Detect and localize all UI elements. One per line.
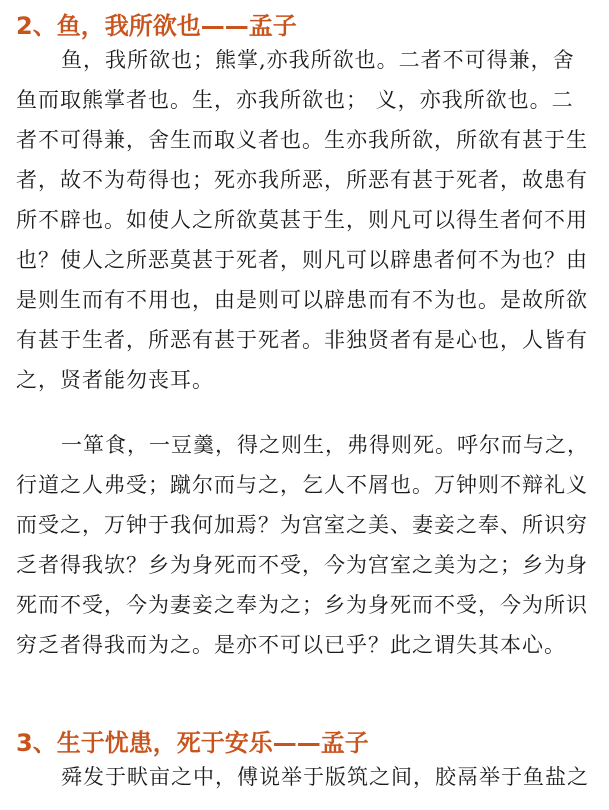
section-3-title: 生于忧患，死于安乐——孟子: [56, 729, 369, 757]
text-line: 乏者得我欤？乡为身死而不受，今为宫室之美为之；乡为身: [16, 553, 588, 577]
text-line: 鱼而取熊掌者也。生，亦我所欲也； 义，亦我所欲也。二: [16, 88, 574, 112]
section-2-heading: [16, 10, 297, 42]
text-line: 者，故不为苟得也；死亦我所恶，所恶有甚于死者，故患有: [16, 168, 588, 192]
section-3-number: 3、: [16, 729, 57, 757]
text-line: 有甚于生者，所恶有甚于死者。非独贤者有是心也，人皆有: [16, 328, 588, 352]
section-2-number: 2、: [16, 12, 57, 40]
text-line: 舜发于畎亩之中，傅说举于版筑之间，胶鬲举于鱼盐之: [61, 765, 589, 789]
text-line: 所不辟也。如使人之所欲莫甚于生，则凡可以得生者何不用: [16, 208, 588, 232]
text-line: 死而不受，今为妻妾之奉为之；乡为身死而不受，今为所识: [16, 593, 588, 617]
section-2-paragraph-1: [16, 40, 594, 400]
text-line: 之，贤者能勿丧耳。: [16, 368, 214, 392]
text-line: 而受之，万钟于我何加焉？为宫室之美、妻妾之奉、所识穷: [16, 513, 588, 537]
text-line: 穷乏者得我而为之。是亦不可以已乎？此之谓失其本心。: [16, 633, 566, 657]
text-line: 行道之人弗受；蹴尔而与之，乞人不屑也。万钟则不辩礼义: [16, 473, 588, 497]
text-line: 者不可得兼，舍生而取义者也。生亦我所欲，所欲有甚于生: [16, 128, 588, 152]
section-2-title: 鱼，我所欲也——孟子: [56, 12, 297, 40]
section-2-paragraph-2: [16, 425, 594, 665]
text-line: 也？使人之所恶莫甚于死者，则凡可以辟患者何不为也？由: [16, 248, 588, 272]
section-3-paragraph-1: [16, 757, 594, 797]
text-line: 是则生而有不用也，由是则可以辟患而有不为也。是故所欲: [16, 288, 588, 312]
text-line: 一箪食，一豆羹，得之则生，弗得则死。呼尔而与之，: [61, 433, 589, 457]
section-3-heading: [16, 727, 369, 759]
text-line: 鱼，我所欲也；熊掌,亦我所欲也。二者不可得兼，舍: [61, 48, 575, 72]
